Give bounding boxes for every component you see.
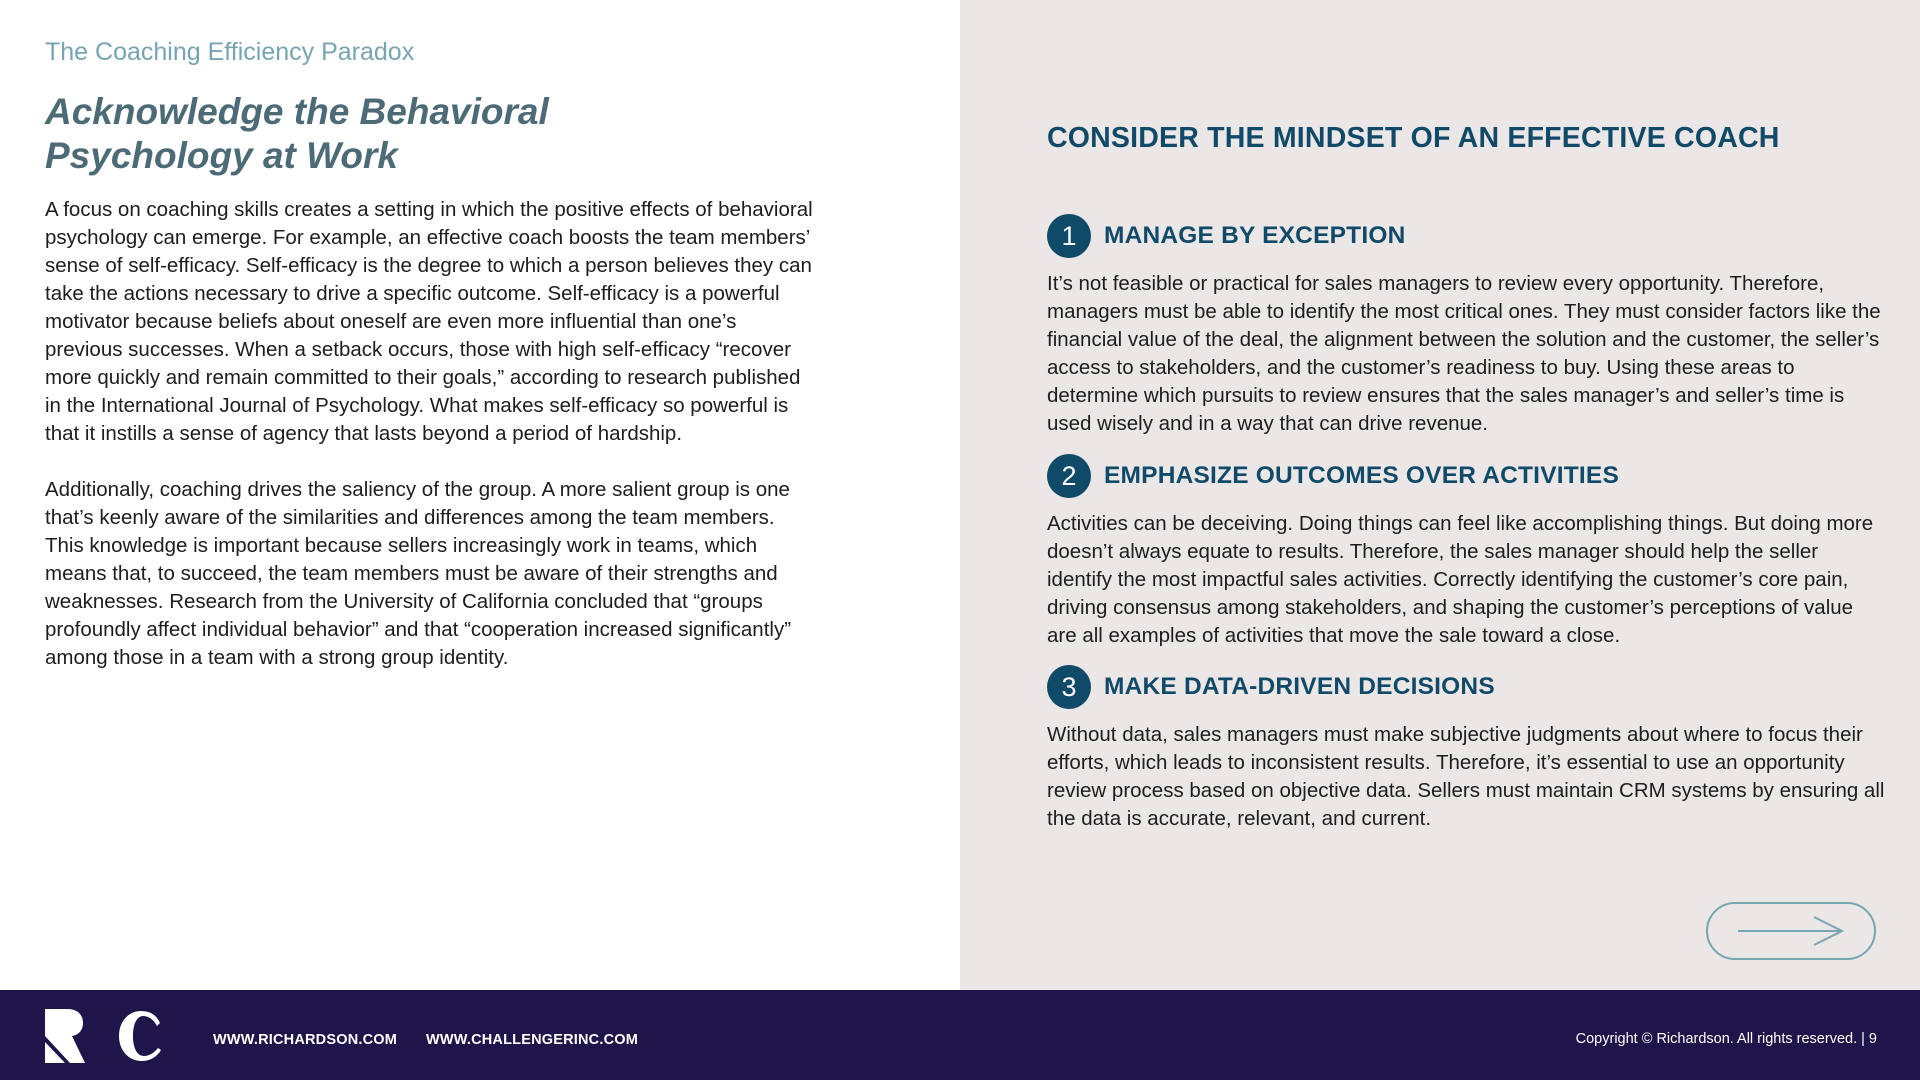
body-paragraph-2: Additionally, coaching drives the saliency of the group. A more salient group is one that’s keenly aware of the similarities and differences among the team members. This knowledge is important because sellers increasingly work in teams, which means that, to succeed, the team members must be aware of their strengths and weaknesses. Research from the University of California concluded that “groups profoundly affect individual behavior” and that “cooperation increased significantly” among those in a team with a strong group identity. — [45, 478, 792, 669]
mindset-item-title: EMPHASIZE OUTCOMES OVER ACTIVITIES — [1104, 462, 1619, 489]
mindset-item-header — [1047, 213, 1887, 259]
mindset-item-title: MAKE DATA-DRIVEN DECISIONS — [1104, 673, 1495, 700]
arrow-right-icon — [1736, 915, 1846, 947]
next-page-button[interactable] — [1706, 902, 1876, 960]
mindset-item-body: Activities can be deceiving. Doing things can feel like accomplishing things. But doing more doesn’t always equate to results. Therefore, the sales manager should help the seller identify the most impactful sales activities. Correctly identifying the customer’s core pain, driving consensus among stakeholders, and shaping the customer’s perceptions of value are all examples of activities that move the sale toward a close. — [1047, 512, 1874, 647]
left-body — [45, 196, 815, 700]
page-headline — [45, 90, 665, 178]
mindset-item-header — [1047, 453, 1887, 499]
section-eyebrow: The Coaching Efficiency Paradox — [45, 38, 415, 66]
headline-line-1: Acknowledge the Behavioral — [45, 91, 549, 132]
mindset-item-2 — [1047, 453, 1887, 650]
mindset-item-body: Without data, sales managers must make subjective judgments about where to focus their efforts, which leads to inconsistent results. Therefore, it’s essential to use an opportunity review process based on objective data. Sellers must maintain CRM systems by ensuring all the data is accurate, relevant, and current. — [1047, 723, 1885, 830]
headline-line-2: Psychology at Work — [45, 135, 398, 176]
left-panel — [0, 0, 960, 990]
richardson-challenger-logo — [45, 1009, 165, 1063]
mindset-item-1 — [1047, 213, 1887, 438]
number-badge: 3 — [1047, 665, 1091, 709]
number-badge: 1 — [1047, 214, 1091, 258]
mindset-title: CONSIDER THE MINDSET OF AN EFFECTIVE COACH — [1047, 122, 1780, 154]
mindset-item-header — [1047, 664, 1887, 710]
copyright-text: Copyright © Richardson. All rights reserved. | 9 — [1575, 1031, 1877, 1047]
mindset-item-3 — [1047, 664, 1887, 833]
mindset-item-body: It’s not feasible or practical for sales managers to review every opportunity. Therefore, managers must be able to identify the most critical ones. They must consider factors like the financial value of the deal, the alignment between the solution and the customer, the seller’s access to stakeholders, and the customer’s readiness to buy. Using these areas to determine which pursuits to review ensures that the sales manager’s and seller’s time is used wisely and in a way that can drive revenue. — [1047, 272, 1881, 435]
mindset-item-title: MANAGE BY EXCEPTION — [1104, 222, 1406, 249]
number-badge: 2 — [1047, 454, 1091, 498]
body-paragraph-1: A focus on coaching skills creates a setting in which the positive effects of behavioral psychology can emerge. For example, an effective coach boosts the team members’ sense of self-efficacy. Self-efficacy is the degree to which a person believes they can take the actions necessary to drive a specific outcome. Self-efficacy is a powerful motivator because beliefs about oneself are even more influential than one’s previous successes. When a setback occurs, those with high self-efficacy “recover more quickly and remain committed to their goals,” according to research published in the International Journal of Psychology. What makes self-efficacy so powerful is that it instills a sense of agency that lasts beyond a period of hardship. — [45, 198, 813, 445]
challenger-link[interactable]: WWW.CHALLENGERINC.COM — [426, 1032, 639, 1048]
richardson-link[interactable]: WWW.RICHARDSON.COM — [213, 1032, 398, 1048]
